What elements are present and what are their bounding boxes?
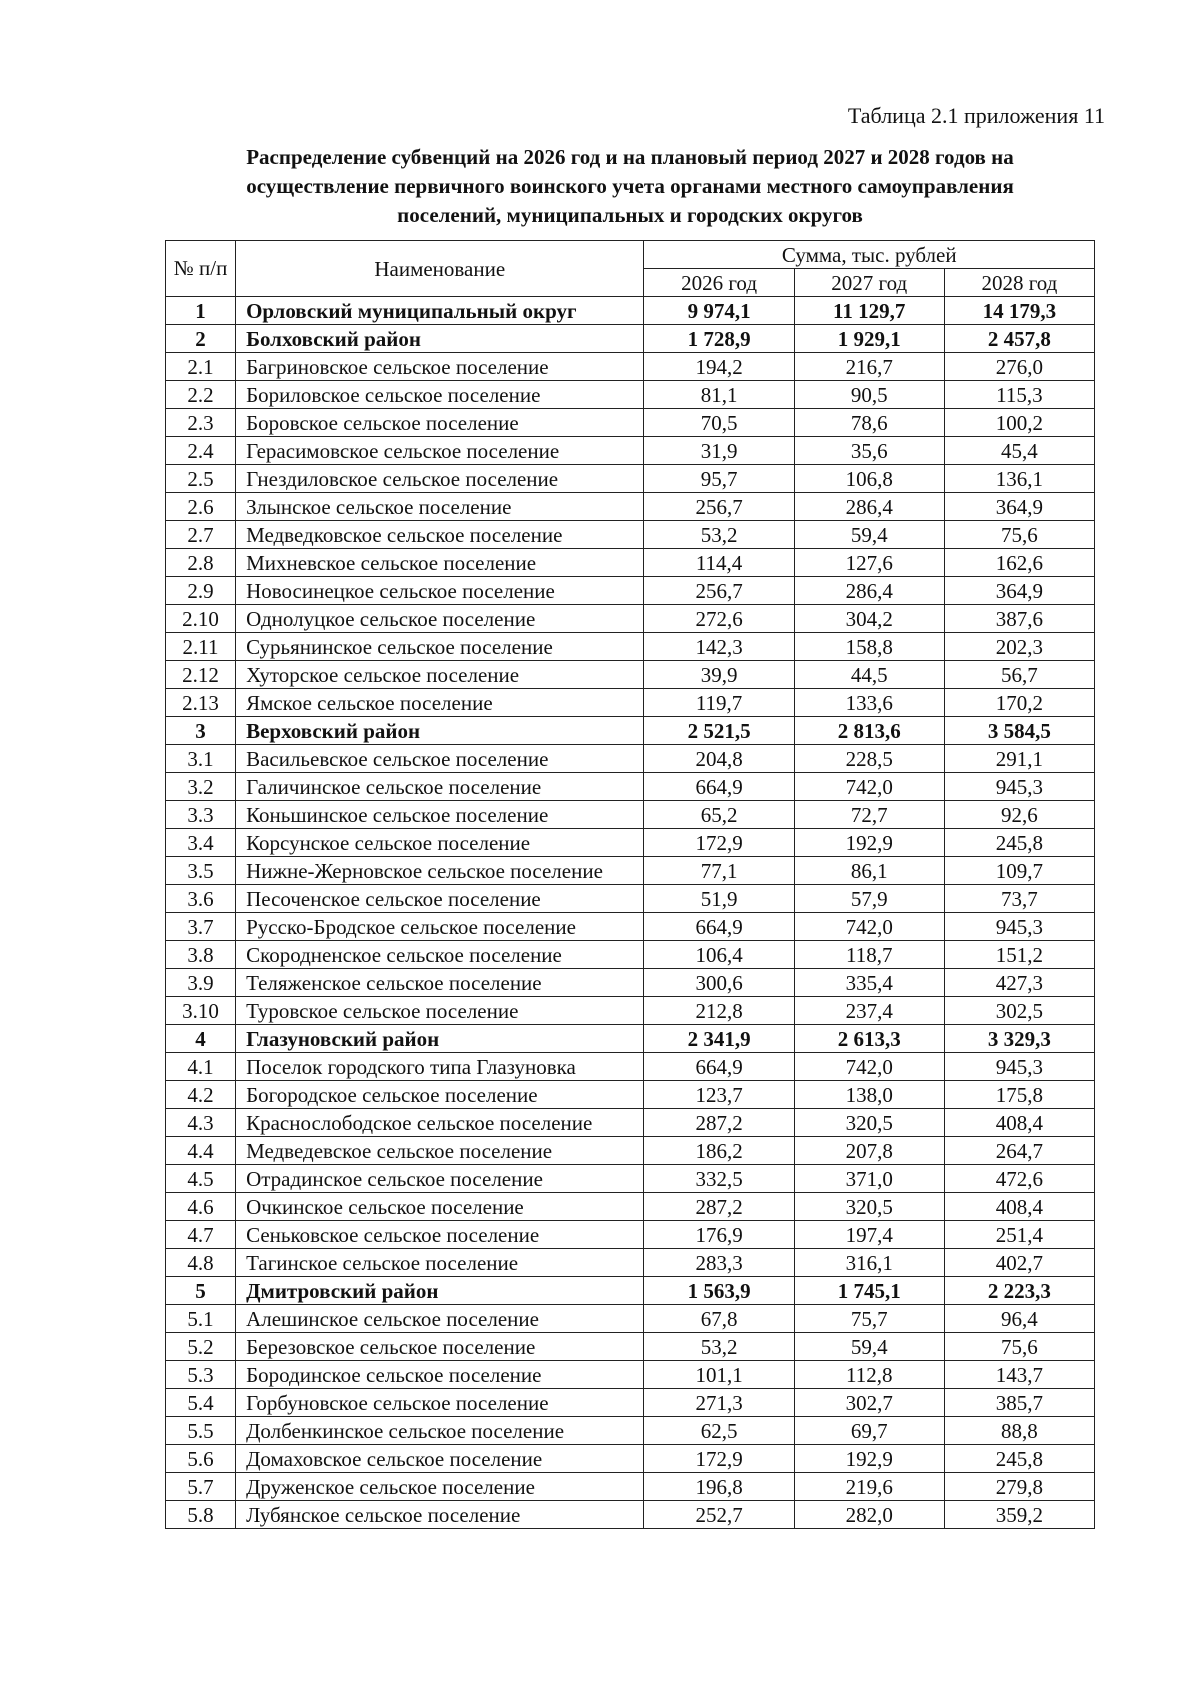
value-2027: 320,5 — [794, 1193, 944, 1221]
row-number: 2.2 — [166, 381, 236, 409]
value-2027: 127,6 — [794, 549, 944, 577]
value-2027: 302,7 — [794, 1389, 944, 1417]
row-number: 4.1 — [166, 1053, 236, 1081]
row-number: 4.2 — [166, 1081, 236, 1109]
table-row — [166, 605, 1095, 633]
value-2027: 2 613,3 — [794, 1025, 944, 1053]
value-2026: 2 521,5 — [644, 717, 794, 745]
row-name: Нижне-Жерновское сельское поселение — [236, 857, 644, 885]
value-2028: 109,7 — [944, 857, 1094, 885]
value-2026: 53,2 — [644, 1333, 794, 1361]
row-number: 2.1 — [166, 353, 236, 381]
row-number: 4.4 — [166, 1137, 236, 1165]
value-2028: 359,2 — [944, 1501, 1094, 1529]
value-2027: 304,2 — [794, 605, 944, 633]
value-2027: 316,1 — [794, 1249, 944, 1277]
row-number: 2.10 — [166, 605, 236, 633]
value-2026: 31,9 — [644, 437, 794, 465]
row-name: Лубянское сельское поселение — [236, 1501, 644, 1529]
row-name: Тагинское сельское поселение — [236, 1249, 644, 1277]
value-2028: 2 457,8 — [944, 325, 1094, 353]
row-number: 5.6 — [166, 1445, 236, 1473]
value-2026: 256,7 — [644, 577, 794, 605]
value-2026: 196,8 — [644, 1473, 794, 1501]
table-row — [166, 801, 1095, 829]
row-number: 3 — [166, 717, 236, 745]
table-row — [166, 829, 1095, 857]
value-2028: 245,8 — [944, 829, 1094, 857]
value-2026: 51,9 — [644, 885, 794, 913]
row-name: Михневское сельское поселение — [236, 549, 644, 577]
value-2028: 73,7 — [944, 885, 1094, 913]
value-2027: 219,6 — [794, 1473, 944, 1501]
row-name: Отрадинское сельское поселение — [236, 1165, 644, 1193]
value-2028: 92,6 — [944, 801, 1094, 829]
table-row — [166, 1053, 1095, 1081]
row-number: 4.5 — [166, 1165, 236, 1193]
value-2026: 62,5 — [644, 1417, 794, 1445]
value-2028: 2 223,3 — [944, 1277, 1094, 1305]
row-number: 2.3 — [166, 409, 236, 437]
title-line: Распределение субвенций на 2026 год и на плановый период 2027 и 2028 годов на — [246, 145, 1014, 169]
value-2028: 75,6 — [944, 521, 1094, 549]
value-2027: 138,0 — [794, 1081, 944, 1109]
value-2026: 664,9 — [644, 913, 794, 941]
value-2026: 272,6 — [644, 605, 794, 633]
value-2028: 472,6 — [944, 1165, 1094, 1193]
value-2026: 101,1 — [644, 1361, 794, 1389]
row-number: 2.12 — [166, 661, 236, 689]
row-number: 4.3 — [166, 1109, 236, 1137]
row-name: Коньшинское сельское поселение — [236, 801, 644, 829]
value-2028: 143,7 — [944, 1361, 1094, 1389]
title-line: осуществление первичного воинского учета органами местного самоуправления — [246, 174, 1014, 198]
document-title — [175, 143, 1085, 230]
header-year-2028: 2028 год — [944, 269, 1094, 297]
row-name: Галичинское сельское поселение — [236, 773, 644, 801]
value-2027: 72,7 — [794, 801, 944, 829]
value-2027: 742,0 — [794, 1053, 944, 1081]
value-2026: 106,4 — [644, 941, 794, 969]
value-2026: 39,9 — [644, 661, 794, 689]
row-name: Богородское сельское поселение — [236, 1081, 644, 1109]
value-2027: 742,0 — [794, 773, 944, 801]
row-name: Русско-Бродское сельское поселение — [236, 913, 644, 941]
row-number: 4 — [166, 1025, 236, 1053]
row-name: Поселок городского типа Глазуновка — [236, 1053, 644, 1081]
row-number: 5.2 — [166, 1333, 236, 1361]
row-number: 3.5 — [166, 857, 236, 885]
table-row — [166, 661, 1095, 689]
value-2026: 332,5 — [644, 1165, 794, 1193]
value-2027: 216,7 — [794, 353, 944, 381]
table-row — [166, 353, 1095, 381]
table-row — [166, 381, 1095, 409]
value-2028: 408,4 — [944, 1109, 1094, 1137]
value-2027: 106,8 — [794, 465, 944, 493]
row-name: Бородинское сельское поселение — [236, 1361, 644, 1389]
value-2026: 114,4 — [644, 549, 794, 577]
value-2026: 123,7 — [644, 1081, 794, 1109]
value-2028: 202,3 — [944, 633, 1094, 661]
table-row — [166, 1473, 1095, 1501]
header-name: Наименование — [236, 241, 644, 297]
value-2028: 387,6 — [944, 605, 1094, 633]
table-row — [166, 1025, 1095, 1053]
value-2026: 176,9 — [644, 1221, 794, 1249]
row-number: 5.8 — [166, 1501, 236, 1529]
value-2028: 945,3 — [944, 773, 1094, 801]
row-name: Горбуновское сельское поселение — [236, 1389, 644, 1417]
row-name: Краснослободское сельское поселение — [236, 1109, 644, 1137]
value-2026: 300,6 — [644, 969, 794, 997]
value-2027: 237,4 — [794, 997, 944, 1025]
value-2026: 287,2 — [644, 1109, 794, 1137]
value-2027: 69,7 — [794, 1417, 944, 1445]
value-2028: 364,9 — [944, 493, 1094, 521]
row-name: Васильевское сельское поселение — [236, 745, 644, 773]
table-row — [166, 857, 1095, 885]
value-2027: 75,7 — [794, 1305, 944, 1333]
value-2027: 286,4 — [794, 577, 944, 605]
value-2027: 192,9 — [794, 829, 944, 857]
table-row — [166, 1165, 1095, 1193]
row-number: 2.6 — [166, 493, 236, 521]
value-2028: 408,4 — [944, 1193, 1094, 1221]
value-2028: 136,1 — [944, 465, 1094, 493]
table-row — [166, 1193, 1095, 1221]
row-number: 2.11 — [166, 633, 236, 661]
value-2027: 1 929,1 — [794, 325, 944, 353]
row-name: Верховский район — [236, 717, 644, 745]
table-row — [166, 1109, 1095, 1137]
table-row — [166, 325, 1095, 353]
table-row — [166, 1361, 1095, 1389]
value-2028: 88,8 — [944, 1417, 1094, 1445]
table-row — [166, 465, 1095, 493]
row-number: 3.4 — [166, 829, 236, 857]
row-name: Глазуновский район — [236, 1025, 644, 1053]
value-2028: 115,3 — [944, 381, 1094, 409]
value-2026: 77,1 — [644, 857, 794, 885]
value-2026: 67,8 — [644, 1305, 794, 1333]
row-name: Алешинское сельское поселение — [236, 1305, 644, 1333]
table-row — [166, 689, 1095, 717]
table-row — [166, 493, 1095, 521]
value-2028: 175,8 — [944, 1081, 1094, 1109]
header-number: № п/п — [166, 241, 236, 297]
table-reference: Таблица 2.1 приложения 11 — [847, 103, 1105, 128]
value-2026: 119,7 — [644, 689, 794, 717]
row-name: Боровское сельское поселение — [236, 409, 644, 437]
value-2026: 53,2 — [644, 521, 794, 549]
row-name: Бориловское сельское поселение — [236, 381, 644, 409]
value-2027: 228,5 — [794, 745, 944, 773]
value-2026: 186,2 — [644, 1137, 794, 1165]
row-number: 2 — [166, 325, 236, 353]
row-number: 4.7 — [166, 1221, 236, 1249]
value-2027: 35,6 — [794, 437, 944, 465]
value-2026: 172,9 — [644, 1445, 794, 1473]
value-2026: 287,2 — [644, 1193, 794, 1221]
row-name: Медведевское сельское поселение — [236, 1137, 644, 1165]
value-2028: 291,1 — [944, 745, 1094, 773]
value-2027: 118,7 — [794, 941, 944, 969]
table-row — [166, 409, 1095, 437]
row-name: Сеньковское сельское поселение — [236, 1221, 644, 1249]
table-body — [166, 297, 1095, 1529]
header-year-2026: 2026 год — [644, 269, 794, 297]
value-2027: 286,4 — [794, 493, 944, 521]
value-2026: 256,7 — [644, 493, 794, 521]
value-2028: 245,8 — [944, 1445, 1094, 1473]
value-2028: 96,4 — [944, 1305, 1094, 1333]
row-name: Злынское сельское поселение — [236, 493, 644, 521]
value-2027: 192,9 — [794, 1445, 944, 1473]
value-2027: 2 813,6 — [794, 717, 944, 745]
value-2028: 14 179,3 — [944, 297, 1094, 325]
table-row — [166, 577, 1095, 605]
table-row — [166, 521, 1095, 549]
header-year-2027: 2027 год — [794, 269, 944, 297]
value-2026: 1 728,9 — [644, 325, 794, 353]
row-number: 2.7 — [166, 521, 236, 549]
table-row — [166, 1389, 1095, 1417]
table-row — [166, 885, 1095, 913]
row-name: Хуторское сельское поселение — [236, 661, 644, 689]
table-row — [166, 969, 1095, 997]
value-2026: 283,3 — [644, 1249, 794, 1277]
value-2027: 335,4 — [794, 969, 944, 997]
table-row — [166, 717, 1095, 745]
table-row — [166, 1137, 1095, 1165]
value-2026: 271,3 — [644, 1389, 794, 1417]
row-name: Багриновское сельское поселение — [236, 353, 644, 381]
subvention-table — [165, 240, 1095, 1529]
row-number: 3.10 — [166, 997, 236, 1025]
value-2026: 194,2 — [644, 353, 794, 381]
title-line: поселений, муниципальных и городских округов — [397, 203, 863, 227]
row-name: Новосинецкое сельское поселение — [236, 577, 644, 605]
row-name: Медведковское сельское поселение — [236, 521, 644, 549]
row-number: 5.7 — [166, 1473, 236, 1501]
table-row — [166, 1333, 1095, 1361]
value-2028: 364,9 — [944, 577, 1094, 605]
row-number: 5.4 — [166, 1389, 236, 1417]
value-2026: 81,1 — [644, 381, 794, 409]
value-2028: 3 584,5 — [944, 717, 1094, 745]
table-header — [166, 241, 1095, 297]
row-name: Очкинское сельское поселение — [236, 1193, 644, 1221]
table-row — [166, 1221, 1095, 1249]
value-2027: 158,8 — [794, 633, 944, 661]
row-number: 3.6 — [166, 885, 236, 913]
row-name: Друженское сельское поселение — [236, 1473, 644, 1501]
table-row — [166, 549, 1095, 577]
value-2027: 371,0 — [794, 1165, 944, 1193]
value-2027: 59,4 — [794, 521, 944, 549]
table-row — [166, 913, 1095, 941]
row-number: 2.9 — [166, 577, 236, 605]
table-row — [166, 1277, 1095, 1305]
value-2028: 251,4 — [944, 1221, 1094, 1249]
value-2028: 945,3 — [944, 913, 1094, 941]
value-2028: 151,2 — [944, 941, 1094, 969]
row-number: 4.6 — [166, 1193, 236, 1221]
value-2026: 95,7 — [644, 465, 794, 493]
value-2027: 59,4 — [794, 1333, 944, 1361]
row-name: Корсунское сельское поселение — [236, 829, 644, 857]
row-number: 3.3 — [166, 801, 236, 829]
row-number: 3.1 — [166, 745, 236, 773]
value-2028: 264,7 — [944, 1137, 1094, 1165]
value-2026: 142,3 — [644, 633, 794, 661]
row-number: 3.9 — [166, 969, 236, 997]
table-row — [166, 941, 1095, 969]
value-2027: 78,6 — [794, 409, 944, 437]
row-name: Туровское сельское поселение — [236, 997, 644, 1025]
table-row — [166, 773, 1095, 801]
row-name: Теляженское сельское поселение — [236, 969, 644, 997]
table-row — [166, 1249, 1095, 1277]
row-name: Герасимовское сельское поселение — [236, 437, 644, 465]
value-2028: 302,5 — [944, 997, 1094, 1025]
value-2026: 70,5 — [644, 409, 794, 437]
value-2028: 45,4 — [944, 437, 1094, 465]
value-2027: 90,5 — [794, 381, 944, 409]
value-2027: 57,9 — [794, 885, 944, 913]
value-2028: 56,7 — [944, 661, 1094, 689]
row-name: Сурьянинское сельское поселение — [236, 633, 644, 661]
value-2026: 65,2 — [644, 801, 794, 829]
value-2026: 172,9 — [644, 829, 794, 857]
value-2028: 427,3 — [944, 969, 1094, 997]
row-number: 4.8 — [166, 1249, 236, 1277]
row-number: 2.5 — [166, 465, 236, 493]
value-2027: 320,5 — [794, 1109, 944, 1137]
value-2027: 44,5 — [794, 661, 944, 689]
row-number: 3.8 — [166, 941, 236, 969]
row-number: 5.1 — [166, 1305, 236, 1333]
row-name: Скородненское сельское поселение — [236, 941, 644, 969]
table-row — [166, 437, 1095, 465]
row-number: 5 — [166, 1277, 236, 1305]
value-2028: 385,7 — [944, 1389, 1094, 1417]
row-name: Песоченское сельское поселение — [236, 885, 644, 913]
value-2027: 86,1 — [794, 857, 944, 885]
row-number: 3.7 — [166, 913, 236, 941]
row-name: Ямское сельское поселение — [236, 689, 644, 717]
row-name: Однолуцкое сельское поселение — [236, 605, 644, 633]
value-2028: 100,2 — [944, 409, 1094, 437]
row-name: Дмитровский район — [236, 1277, 644, 1305]
value-2028: 276,0 — [944, 353, 1094, 381]
row-number: 2.4 — [166, 437, 236, 465]
table-row — [166, 297, 1095, 325]
row-number: 5.3 — [166, 1361, 236, 1389]
value-2026: 664,9 — [644, 1053, 794, 1081]
table-row — [166, 633, 1095, 661]
row-name: Болховский район — [236, 325, 644, 353]
value-2027: 11 129,7 — [794, 297, 944, 325]
row-number: 2.13 — [166, 689, 236, 717]
table-row — [166, 1445, 1095, 1473]
row-number: 5.5 — [166, 1417, 236, 1445]
table-row — [166, 1501, 1095, 1529]
row-number: 3.2 — [166, 773, 236, 801]
row-name: Березовское сельское поселение — [236, 1333, 644, 1361]
value-2026: 204,8 — [644, 745, 794, 773]
value-2026: 212,8 — [644, 997, 794, 1025]
row-name: Домаховское сельское поселение — [236, 1445, 644, 1473]
value-2027: 112,8 — [794, 1361, 944, 1389]
row-number: 1 — [166, 297, 236, 325]
value-2028: 162,6 — [944, 549, 1094, 577]
row-name: Гнездиловское сельское поселение — [236, 465, 644, 493]
table-row — [166, 1081, 1095, 1109]
value-2028: 170,2 — [944, 689, 1094, 717]
table-row — [166, 1305, 1095, 1333]
value-2027: 282,0 — [794, 1501, 944, 1529]
value-2027: 133,6 — [794, 689, 944, 717]
row-name: Долбенкинское сельское поселение — [236, 1417, 644, 1445]
value-2027: 1 745,1 — [794, 1277, 944, 1305]
value-2027: 197,4 — [794, 1221, 944, 1249]
row-number: 2.8 — [166, 549, 236, 577]
value-2028: 3 329,3 — [944, 1025, 1094, 1053]
value-2028: 75,6 — [944, 1333, 1094, 1361]
value-2028: 402,7 — [944, 1249, 1094, 1277]
table-row — [166, 745, 1095, 773]
row-name: Орловский муниципальный округ — [236, 297, 644, 325]
value-2028: 279,8 — [944, 1473, 1094, 1501]
value-2026: 664,9 — [644, 773, 794, 801]
table-row — [166, 1417, 1095, 1445]
value-2026: 252,7 — [644, 1501, 794, 1529]
value-2026: 9 974,1 — [644, 297, 794, 325]
value-2027: 742,0 — [794, 913, 944, 941]
value-2026: 1 563,9 — [644, 1277, 794, 1305]
header-sum: Сумма, тыс. рублей — [644, 241, 1095, 269]
value-2027: 207,8 — [794, 1137, 944, 1165]
value-2026: 2 341,9 — [644, 1025, 794, 1053]
value-2028: 945,3 — [944, 1053, 1094, 1081]
table-row — [166, 997, 1095, 1025]
